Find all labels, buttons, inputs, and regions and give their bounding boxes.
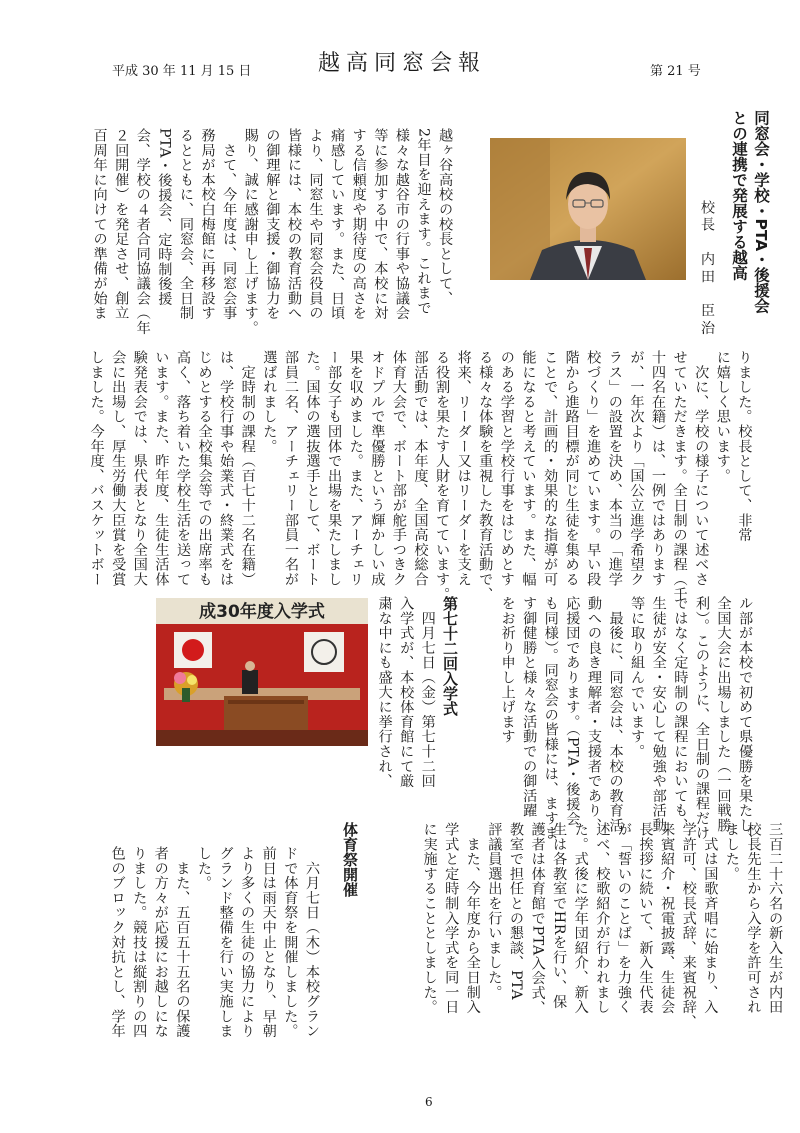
page-header bbox=[0, 0, 800, 110]
issue-date: 平成 30 年 11 月 15 日 bbox=[112, 64, 252, 79]
entrance-ceremony-heading: 第七十二回入学式 bbox=[441, 596, 459, 716]
sports-festival-column: 六月七日（木）本校グラン ドで体育祭を開催しました。 前日は雨天中止となり、早朝 より多くの生徒の協力により グランド整備を行い実施しま した。 また、五百五十五名の保護 者の方々が応援にお越しにな りました。競技は縦割りの四 色のブロック対抗とし、学年 bbox=[109, 846, 320, 1039]
newsletter-title: 越高同窓会報 bbox=[318, 51, 487, 76]
sports-festival-heading: 体育祭開催 bbox=[341, 822, 359, 897]
article-byline: 校長 内田 臣治 bbox=[699, 200, 715, 338]
article1-column-middle: りました。校長として、非常 に嬉しく思います。 次に、学校の様子について述べさ せていただきます。全日制の課程（千 十四名在籍）は、一例ではあります が、一年次より「国公立進学希望ク ラス」の設置を決め、本当の「進学 校づくり」を進めています。早い段 階から進路目標が同じ生徒を集める ことで、計画的・効果的な指導が可 能になると考えています。また、幅 のある学習と学校行事をはじめとす る様々な体験を重視した教育活動で、 将来、リーダー又はリーダーを支え る役割を果たす人財を育てています。 部活動では、本年度、全国高校総合 体育大会で、ボート部が舵手つきク オドプルで準優勝という輝かしい成 果を収めました。また、アーチェリ ー部女子も団体で出場を果たしまし た。国体の選抜選手として、ボート 部員二名、アーチェリー部員一名が 選ばれました。 定時制の課程（百七十二名在籍） は、学校行事や始業式・終業式をは じめとする全校集会等での出席率も 高く、落ち着いた学校生活を送って います。また、昨年度、生徒生活体 験発表会では、県代表となり全国大 会に出場し、厚生労働大臣賞を受賞 しました。今年度、バスケットボー bbox=[88, 350, 753, 602]
issue-number: 第 21 号 bbox=[650, 64, 701, 79]
ceremony-banner-text: 成30年度入学式 bbox=[199, 602, 325, 622]
entrance-ceremony-photo bbox=[156, 598, 368, 746]
article1-column-lower: ル部が本校で初めて県優勝を果たし、 全国大会に出場しました（一回戦勝 利）。このように、全日制の課程だけ ではなく定時制の課程においても、 生徒が安全・安心して勉強や部活動 等に取り組んでいます。 最後に、同窓会は、本校の教育活 動への良き理解者・支援者であり、 応援団であります。（PTA・後援会 も同様）。同窓会の皆様には、ますま す御健勝と様々な活動での御活躍 をお祈り申し上げます bbox=[499, 596, 754, 848]
entrance-ceremony-column-lower: 三百二十六名の新入生が内田 校長先生から入学を許可され ました。 式は国歌斉唱に始まり、入 学許可、校長式辞、来賓祝辞、 来賓紹介・祝電披露、生徒会 長挨拶に続いて、新入生代表 が「誓いのことば」を力強く 述べ、校歌紹介が行われまし た。式後に学年団紹介、新入 生は各教室でHRを行い、保 護者は体育館でPTA入会式、 教室で担任との懇談、PTA 評議員選出を行いました。 また、今年度から全日制入 学式と定時制入学式を同一日 に実施することとしました。 bbox=[421, 822, 784, 1030]
ceremony-stage-image bbox=[156, 598, 368, 746]
article-headline: 同窓会・学校・PTA・後援会 との連携で発展する越高 bbox=[730, 110, 770, 314]
page-number: 6 bbox=[425, 1095, 433, 1109]
principal-portrait-image bbox=[490, 138, 686, 280]
article1-column-upper: 越ヶ谷高校の校長として、 2年目を迎えます。これまで 様々な越谷市の行事や協議会 等に参加する中で、本校に対 する信頼度や期待度の高さを 痛感しています。また、日頃 より、同窓生や同窓会役員の 皆様には、本校の教育活動へ の御理解と御支援・御協力を 賜り、誠に感謝申し上げます。 さて、今年度は、同窓会事 務局が本校白梅館に再移設す るとともに、同窓会、全日制 PTA・後援会、定時制後援 会、学校の４者合同協議会（年 ２回開催）を発足させ、創立 百周年に向けての準備が始ま bbox=[91, 128, 454, 336]
entrance-ceremony-column-upper: 四月七日（金）第七十二回 入学式が、本校体育館にて厳 粛な中にも盛大に挙行され、 bbox=[376, 596, 436, 789]
principal-photo bbox=[490, 138, 686, 280]
